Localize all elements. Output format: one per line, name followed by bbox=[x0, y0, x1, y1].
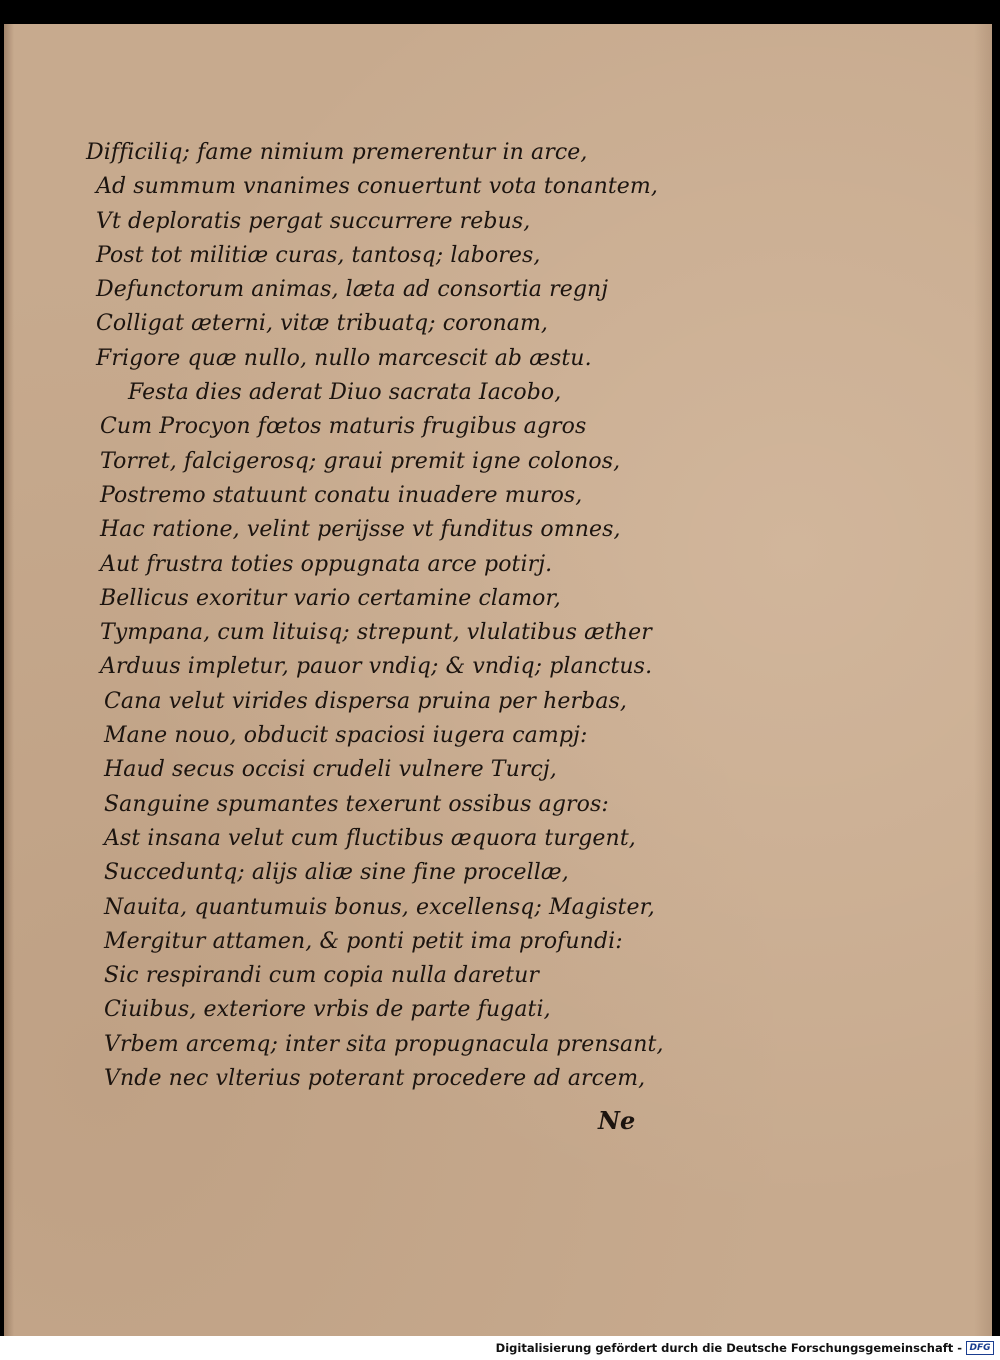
poem-line: Mergitur attamen, & ponti petit ima profundi: bbox=[104, 928, 623, 954]
poem-line: Tympana, cum lituisq; strepunt, vlulatibus æther bbox=[100, 620, 652, 646]
poem-line: Bellicus exoritur vario certamine clamor, bbox=[100, 585, 561, 611]
poem-line: Arduus impletur, pauor vndiq; & vndiq; planctus. bbox=[100, 654, 653, 680]
poem-line: Vnde nec vlterius poterant procedere ad arcem, bbox=[104, 1066, 646, 1092]
footer-bar bbox=[0, 1336, 1000, 1360]
poem-line: Defunctorum animas, læta ad consortia regnj bbox=[96, 277, 609, 303]
poem-line: Ast insana velut cum fluctibus æquora turgent, bbox=[104, 825, 636, 851]
poem-line: Difficiliq; fame nimium premerentur in arce, bbox=[86, 140, 588, 165]
poem-line: Frigore quæ nullo, nullo marcescit ab æstu. bbox=[96, 345, 592, 371]
poem-line: Cum Procyon fœtos maturis frugibus agros bbox=[100, 414, 587, 440]
poem-line: Aut frustra toties oppugnata arce potirj. bbox=[100, 551, 553, 577]
funding-notice: Digitalisierung gefördert durch die Deutsche Forschungsgemeinschaft - bbox=[495, 1341, 962, 1355]
poem-line: Festa dies aderat Diuo sacrata Iacobo, bbox=[128, 380, 562, 406]
poem-line: Post tot militiæ curas, tantosq; labores, bbox=[96, 242, 541, 268]
poem-line: Ciuibus, exteriore vrbis de parte fugati, bbox=[104, 997, 551, 1023]
poem-line: Cana velut virides dispersa pruina per herbas, bbox=[104, 688, 628, 714]
poem-line: Haud secus occisi crudeli vulnere Turcj, bbox=[104, 757, 557, 783]
poem-line: Postremo statuunt conatu inuadere muros, bbox=[100, 482, 583, 508]
poem-line: Sic respirandi cum copia nulla daretur bbox=[104, 963, 540, 989]
poem-line: Nauita, quantumuis bonus, excellensq; Magister, bbox=[104, 894, 655, 920]
poem-line: Ad summum vnanimes conuertunt vota tonantem, bbox=[96, 174, 658, 200]
poem-line: Sanguine spumantes texerunt ossibus agros: bbox=[104, 791, 609, 817]
poem-line: Succeduntq; alijs aliæ sine fine procellæ, bbox=[104, 860, 569, 886]
poem-line: Vrbem arcemq; inter sita propugnacula prensant, bbox=[104, 1031, 664, 1057]
book-page bbox=[4, 24, 992, 1336]
poem-line: Vt deploratis pergat succurrere rebus, bbox=[96, 208, 531, 234]
catchword: Ne bbox=[598, 1106, 636, 1135]
dfg-logo-icon: DFG bbox=[966, 1341, 994, 1355]
poem-line: Torret, falcigerosq; graui premit igne colonos, bbox=[100, 448, 621, 474]
poem-line: Colligat æterni, vitæ tribuatq; coronam, bbox=[96, 311, 549, 337]
page-gutter-shadow bbox=[4, 24, 14, 1336]
page-edge-shadow bbox=[974, 24, 992, 1336]
poem-text bbox=[86, 136, 666, 1096]
poem-line: Hac ratione, velint perijsse vt funditus omnes, bbox=[100, 517, 621, 543]
poem-line: Mane nouo, obducit spaciosi iugera campj: bbox=[104, 723, 588, 749]
